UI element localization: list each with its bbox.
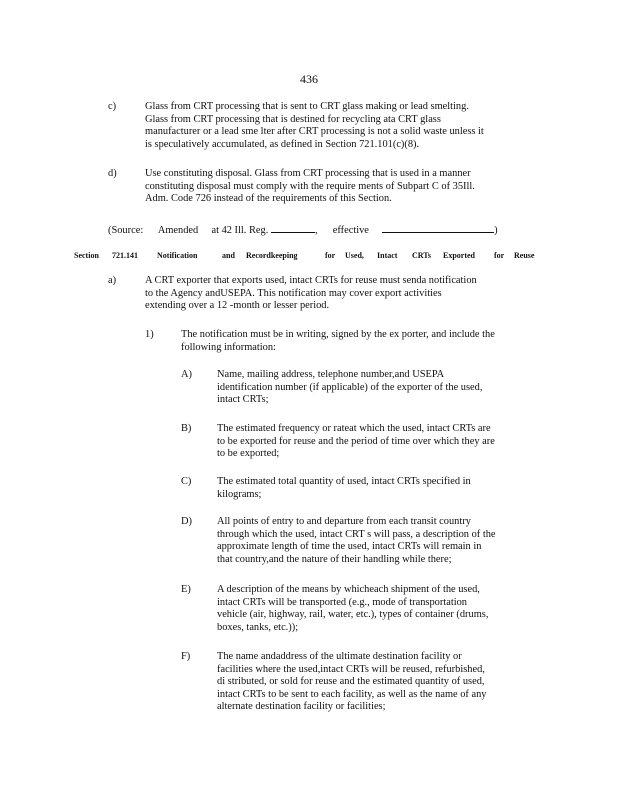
effective-blank (382, 223, 494, 233)
text-line: The estimated total quantity of used, intact CRTs specified in (217, 476, 471, 487)
item-label-d: d) (108, 168, 117, 179)
item-label-E: E) (181, 584, 191, 595)
heading-word: for (494, 251, 505, 260)
item-label-A: A) (181, 369, 192, 380)
paragraph-a (145, 275, 540, 313)
heading-word: Notification (157, 251, 198, 260)
source-note (108, 223, 548, 238)
text-line: facilities where the used,intact CRTs will be reused, refurbished, (217, 663, 485, 675)
text-line: constituting disposal must comply with the require ments of Subpart C of 35Ill. (145, 180, 475, 192)
text-line: Use constituting disposal. Glass from CRT processing that is used in a manner (145, 168, 471, 179)
heading-word: and (222, 251, 235, 260)
text-line: Adm. Code 726 instead of the requirements of this Section. (145, 193, 392, 205)
text-line: The name andaddress of the ultimate destination facility or (217, 651, 462, 662)
source-prefix: (Source: (108, 225, 144, 236)
text-line: All points of entry to and departure from each transit country (217, 516, 471, 527)
source-effective: effective (332, 225, 369, 236)
paragraph-E (217, 584, 542, 634)
heading-word: Exported (443, 251, 475, 260)
paragraph-C (217, 476, 537, 501)
item-label-B: B) (181, 423, 192, 434)
text-line: A CRT exporter that exports used, intact CRTs for reuse must senda notification (145, 275, 477, 286)
reg-blank (271, 223, 315, 233)
text-line: The estimated frequency or rateat which the used, intact CRTs are (217, 423, 491, 434)
paragraph-F (217, 651, 542, 714)
paragraph-D (217, 516, 542, 566)
item-label-C: C) (181, 476, 192, 487)
heading-word: Intact (377, 251, 398, 260)
item-label-F: F) (181, 651, 191, 662)
heading-word: for (325, 251, 336, 260)
text-line: intact CRTs; (217, 394, 269, 406)
paragraph-d (145, 168, 540, 206)
text-line: is speculatively accumulated, as defined in Section 721.101(c)(8). (145, 138, 420, 150)
text-line: intact CRTs to be sent to each facility, as well as the name of any (217, 688, 487, 700)
text-line: Glass from CRT processing that is destined for recycling ata CRT glass (145, 113, 441, 125)
text-line: that country,and the nature of their handling while there; (217, 553, 452, 565)
heading-number: 721.141 (112, 251, 138, 260)
text-line: Name, mailing address, telephone number,and USEPA (217, 369, 445, 380)
text-line: alternate destination facility or facilities; (217, 701, 386, 713)
text-line: to be exported; (217, 448, 280, 460)
text-line: Glass from CRT processing that is sent to CRT glass making or lead smelting. (145, 101, 469, 112)
text-line: kilograms; (217, 488, 262, 500)
heading-word: CRTs (412, 251, 431, 260)
paragraph-B (217, 423, 537, 461)
text-line: manufacturer or a lead sme lter after CRT processing is not a solid waste unless it (145, 126, 484, 138)
text-line: The notification must be in writing, signed by the ex porter, and include the (181, 329, 495, 340)
paragraph-c (145, 101, 540, 151)
item-label-a: a) (108, 275, 117, 286)
page-number: 436 (300, 72, 318, 86)
text-line: to the Agency andUSEPA. This notification may cover export activities (145, 287, 442, 299)
text-line: di stributed, or sold for reuse and the estimated quantity of used, (217, 676, 485, 688)
paragraph-A (217, 369, 537, 407)
text-line: intact CRTs will be transported (e.g., mode of transportation (217, 596, 467, 608)
text-line: A description of the means by whicheach shipment of the used, (217, 584, 480, 595)
item-label-D: D) (181, 516, 192, 527)
source-comma: , (314, 225, 318, 236)
text-line: identification number (if applicable) of the exporter of the used, (217, 381, 483, 393)
text-line: boxes, tanks, etc.)); (217, 621, 299, 633)
text-line: approximate length of time the used, intact CRTs will remain in (217, 541, 482, 553)
item-label-1: 1) (145, 329, 154, 340)
paragraph-1 (181, 329, 541, 354)
source-close: ) (494, 225, 498, 236)
heading-word: Used, (345, 251, 364, 260)
text-line: extending over a 12 -month or lesser period. (145, 300, 330, 312)
text-line: following information: (181, 341, 276, 353)
text-line: to be exported for reuse and the period of time over which they are (217, 435, 495, 447)
heading-section: Section (74, 251, 99, 260)
item-label-c: c) (108, 101, 117, 112)
heading-word: Recordkeeping (246, 251, 298, 260)
text-line: through which the used, intact CRT s will pass, a description of the (217, 528, 496, 540)
text-line: vehicle (air, highway, rail, water, etc.), types of container (drums, (217, 609, 489, 621)
source-reg: at 42 Ill. Reg. (211, 225, 269, 236)
source-amended: Amended (157, 225, 199, 236)
heading-word: Reuse (514, 251, 535, 260)
